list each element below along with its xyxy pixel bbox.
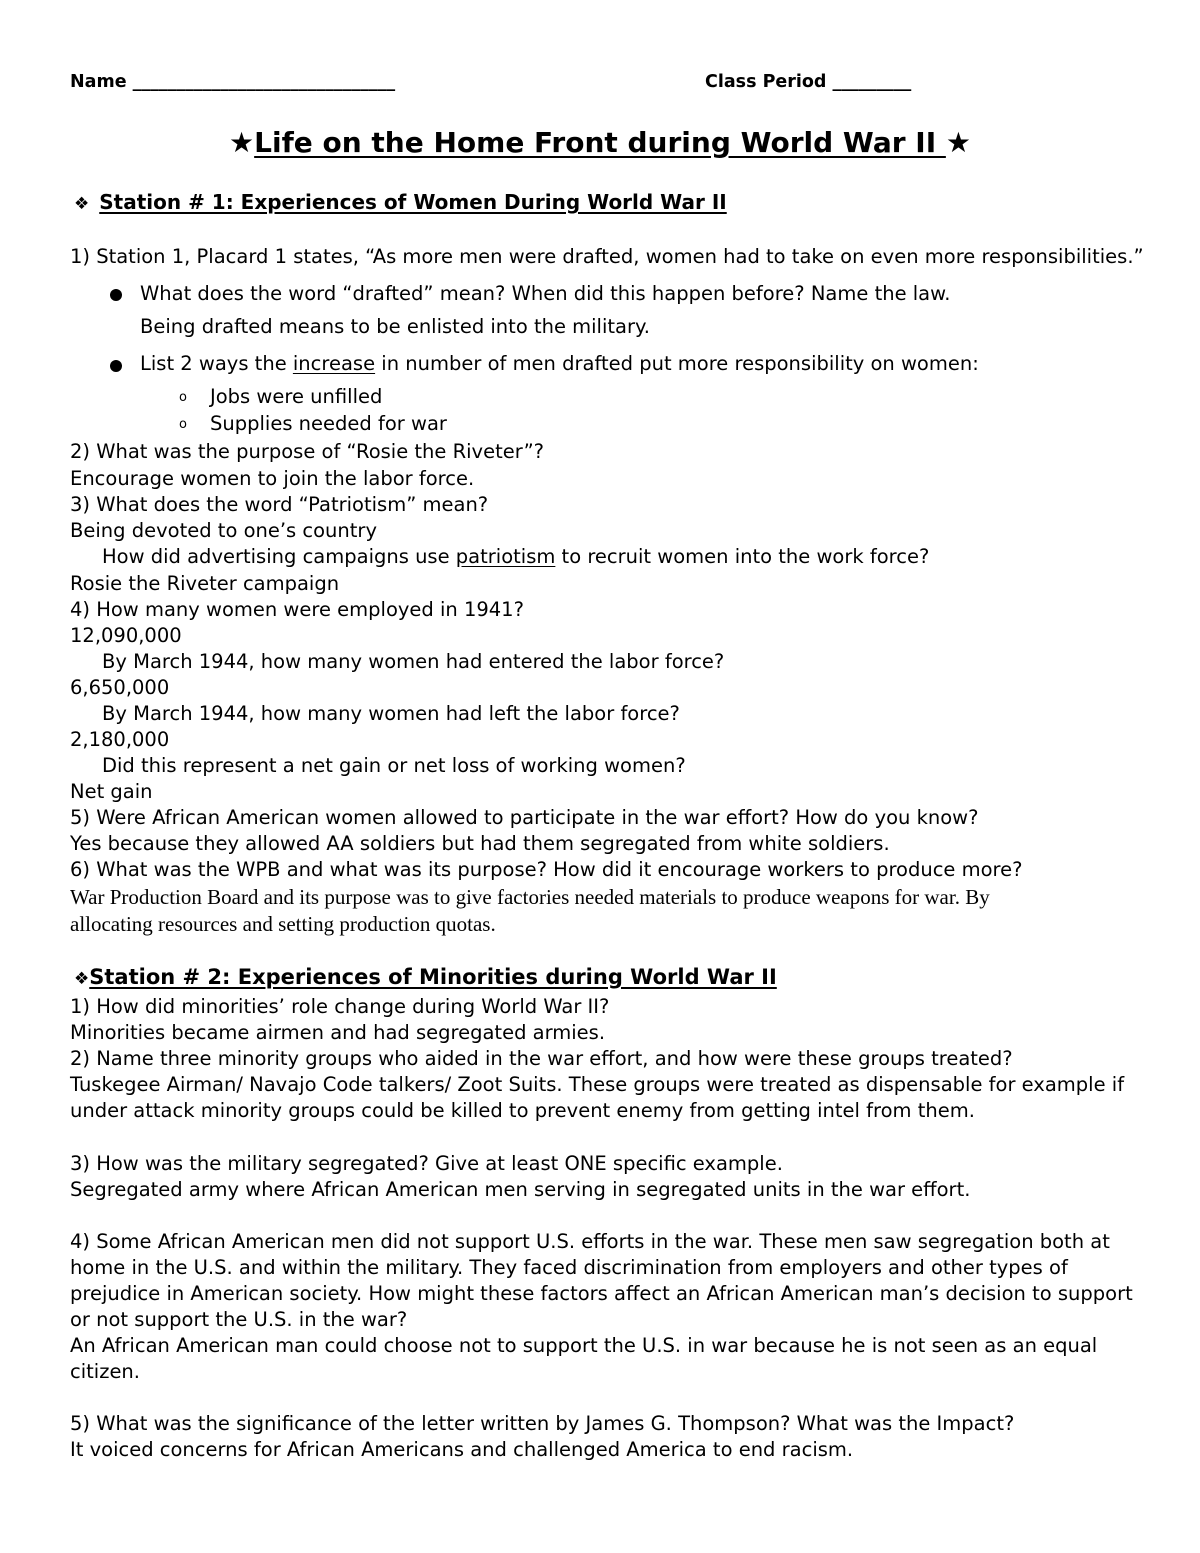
s1-question-4c: By March 1944, how many women had left the labor force? xyxy=(102,702,680,725)
page-title xyxy=(0,126,1200,159)
s2-question-4: prejudice in American society. How might these factors affect an African American man’s decision to support xyxy=(70,1282,1133,1305)
s2-question-3: 3) How was the military segregated? Give at least ONE specific example. xyxy=(70,1152,783,1175)
diamond-bullet-icon: ❖ xyxy=(74,194,90,214)
s1-answer-5: Yes because they allowed AA soldiers but had them segregated from white soldiers. xyxy=(70,832,890,855)
station-2-heading: ❖Station # 2: Experiences of Minorities during World War II xyxy=(74,965,777,989)
s1-answer-4: 12,090,000 xyxy=(70,624,182,647)
s2-answer-2: Tuskegee Airman/ Navajo Code talkers/ Zoot Suits. These groups were treated as dispensable for example if xyxy=(70,1073,1125,1096)
s1-answer-2: Encourage women to join the labor force. xyxy=(70,467,475,490)
s2-question-4: or not support the U.S. in the war? xyxy=(70,1308,408,1331)
s1-answer-4b: 6,650,000 xyxy=(70,676,170,699)
s1-question-4b: By March 1944, how many women had entered the labor force? xyxy=(102,650,725,673)
s1-answer-1a: Being drafted means to be enlisted into the military. xyxy=(140,315,650,338)
s1-answer-4d: Net gain xyxy=(70,780,153,803)
s1-question-4d: Did this represent a net gain or net loss of working women? xyxy=(102,754,686,777)
bullet-icon xyxy=(110,360,122,372)
s2-answer-4: An African American man could choose not to support the U.S. in war because he is not seen as an equal xyxy=(70,1334,1098,1357)
s1-answer-3b: Rosie the Riveter campaign xyxy=(70,572,340,595)
s1-question-1b: List 2 ways the increase in number of men drafted put more responsibility on women: xyxy=(140,352,979,375)
s1-question-5: 5) Were African American women allowed to participate in the war effort? How do you know? xyxy=(70,806,979,829)
s1-question-4: 4) How many women were employed in 1941? xyxy=(70,598,524,621)
diamond-bullet-icon: ❖ xyxy=(74,969,90,989)
s1-question-1a: What does the word “drafted” mean? When did this happen before? Name the law. xyxy=(140,282,951,305)
s1-question-6: 6) What was the WPB and what was its purpose? How did it encourage workers to produce more? xyxy=(70,858,1023,881)
s2-answer-3: Segregated army where African American men serving in segregated units in the war effort. xyxy=(70,1178,971,1201)
station-1-heading: ❖ Station # 1: Experiences of Women During World War II xyxy=(74,190,727,214)
name-field-label: Name ______________________________ xyxy=(70,72,396,92)
title-text: Life on the Home Front during World War II xyxy=(254,126,946,159)
s2-answer-2: under attack minority groups could be killed to prevent enemy from getting intel from them. xyxy=(70,1099,975,1122)
s2-answer-5: It voiced concerns for African Americans and challenged America to end racism. xyxy=(70,1438,854,1461)
s2-answer-1: Minorities became airmen and had segregated armies. xyxy=(70,1021,606,1044)
s2-question-4: 4) Some African American men did not support U.S. efforts in the war. These men saw segregation both at xyxy=(70,1230,1110,1253)
bullet-icon xyxy=(110,289,122,301)
s1-question-1: 1) Station 1, Placard 1 states, “As more men were drafted, women had to take on even more responsibilities.” xyxy=(70,245,1144,268)
star-icon: ★ xyxy=(945,126,971,159)
sub-bullet-icon: o xyxy=(179,390,187,405)
star-icon: ★ xyxy=(229,126,255,159)
s1-question-3b: How did advertising campaigns use patriotism to recruit women into the work force? xyxy=(102,545,930,568)
s1-answer-6: War Production Board and its purpose was to give factories needed materials to produce weapons for war. By xyxy=(70,885,990,909)
s2-question-2: 2) Name three minority groups who aided in the war effort, and how were these groups treated? xyxy=(70,1047,1013,1070)
s1-question-3: 3) What does the word “Patriotism” mean? xyxy=(70,493,489,516)
s1-answer-3: Being devoted to one’s country xyxy=(70,519,377,542)
sub-bullet-icon: o xyxy=(179,417,187,432)
s2-answer-4: citizen. xyxy=(70,1360,140,1383)
s2-question-4: home in the U.S. and within the military. They faced discrimination from employers and other types of xyxy=(70,1256,1068,1279)
s1-answer-1b-item: Supplies needed for war xyxy=(210,412,447,435)
class-period-field-label: Class Period _________ xyxy=(705,72,912,92)
s2-question-1: 1) How did minorities’ role change during World War II? xyxy=(70,995,610,1018)
s1-answer-4c: 2,180,000 xyxy=(70,728,170,751)
s1-question-2: 2) What was the purpose of “Rosie the Riveter”? xyxy=(70,440,545,463)
s1-answer-6: allocating resources and setting production quotas. xyxy=(70,912,496,936)
s2-question-5: 5) What was the significance of the letter written by James G. Thompson? What was the Impact? xyxy=(70,1412,1015,1435)
s1-answer-1b-item: Jobs were unfilled xyxy=(210,385,383,408)
